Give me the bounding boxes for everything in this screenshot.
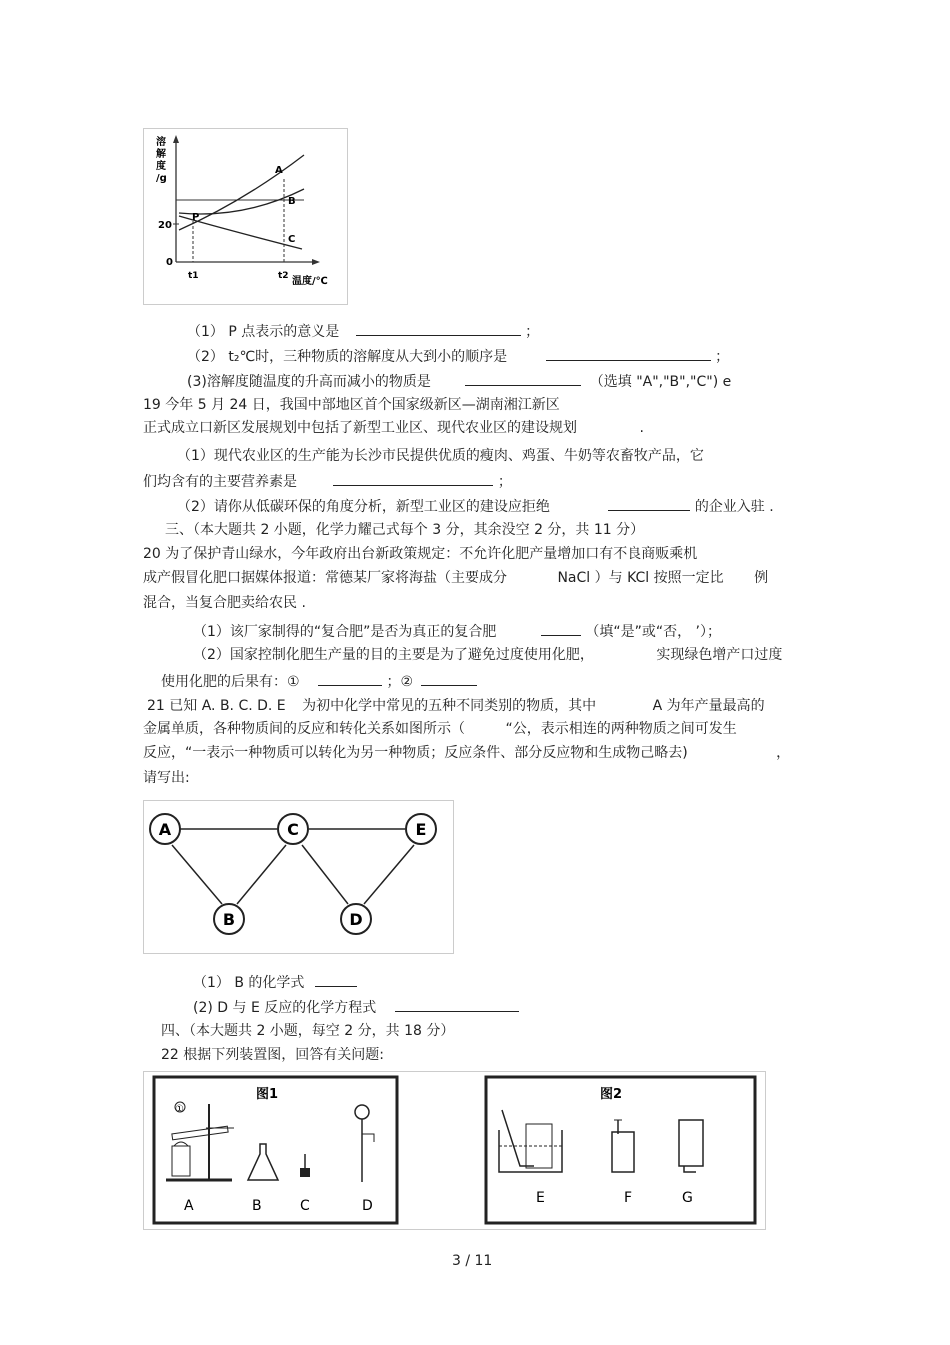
node-e xyxy=(406,814,436,844)
apparatus-c xyxy=(300,1154,310,1177)
q20-line3: 混合，当复合肥卖给农民 . xyxy=(143,595,306,611)
q20-line2-b: NaCl ）与 KCl 按照一定比 xyxy=(557,570,724,586)
section-4-heading: 四、（本大题共 2 小题，每空 2 分，共 18 分） xyxy=(161,1023,455,1039)
q21-line2-a: 金属单质，各种物质间的反应和转化关系如图所示（ xyxy=(143,721,465,737)
node-b xyxy=(214,904,244,934)
reaction-network-figure xyxy=(143,800,454,954)
q19-part1-cont-end: ； xyxy=(497,474,512,490)
q21-part2 xyxy=(193,997,519,1017)
q21-part1 xyxy=(193,972,357,992)
answer-blank-consequence-2[interactable] xyxy=(421,671,477,686)
answer-blank-reject[interactable] xyxy=(608,496,690,511)
apparatus-f xyxy=(612,1120,634,1172)
q19-line2-end: . xyxy=(639,420,644,436)
q19-part2-end: 的企业入驻 . xyxy=(694,499,774,515)
label-d: D xyxy=(362,1198,373,1214)
answer-blank-d-e-equation[interactable] xyxy=(395,997,519,1012)
curve-label-c: C xyxy=(288,234,296,245)
node-d xyxy=(341,904,371,934)
q19-line2 xyxy=(143,419,644,437)
x-tick-t2: t2 xyxy=(278,271,289,281)
x-tick-t1: t1 xyxy=(188,271,199,281)
q18-part1 xyxy=(187,321,539,341)
q20-part2-b: 实现绿色增产口过度 xyxy=(656,647,783,663)
apparatus-d xyxy=(355,1105,374,1182)
q18-part3-end: （选填 "A","B","C") e xyxy=(589,374,732,390)
edge-b-c xyxy=(237,845,286,904)
apparatus-a xyxy=(166,1102,234,1180)
node-d-label: D xyxy=(349,910,363,929)
q18-part1-text: （1） P 点表示的意义是 xyxy=(187,324,340,340)
answer-blank-decreasing[interactable] xyxy=(465,371,581,386)
q19-line2-text: 正式成立口新区发展规划中包括了新型工业区、现代农业区的建设规划 xyxy=(143,420,577,436)
q18-part3-text: (3)溶解度随温度的升高而减小的物质是 xyxy=(187,374,431,390)
panel-2-title: 图2 xyxy=(600,1087,623,1102)
answer-blank-fertilizer[interactable] xyxy=(541,621,581,636)
label-a: A xyxy=(184,1198,194,1214)
label-g: G xyxy=(682,1190,693,1206)
q18-part3 xyxy=(187,371,731,391)
q19-part2-text: （2）请你从低碳环保的角度分析，新型工业区的建设应拒绝 xyxy=(177,499,550,515)
x-axis-arrow xyxy=(312,259,320,265)
y-axis-label-2: 解 xyxy=(156,149,166,160)
apparatus-e xyxy=(499,1110,562,1172)
node-b-label: B xyxy=(222,910,236,929)
solubility-chart xyxy=(144,129,347,304)
curve-label-b: B xyxy=(288,196,296,207)
q19-part1: （1）现代农业区的生产能为长沙市民提供优质的瘦肉、鸡蛋、牛奶等农畜牧产品，它 xyxy=(177,448,704,464)
section-3-heading: 三、（本大题共 2 小题，化学力耀己式每个 3 分，其余没空 2 分，共 11 分） xyxy=(165,522,645,538)
label-f: F xyxy=(624,1190,633,1206)
q21-line1-a: 21 已知 A. B. C. D. E xyxy=(147,698,286,714)
y-axis-label-4: /g xyxy=(156,173,167,184)
q21-line3-a: 反应，“一表示一种物质可以转化为另一种物质；反应条件、部分反应物和生成物己略去) xyxy=(143,745,688,761)
label-e: E xyxy=(536,1190,545,1206)
node-a xyxy=(150,814,180,844)
q20-part1-text: （1）该厂家制得的“复合肥”是否为真正的复合肥 xyxy=(193,624,497,640)
answer-blank-nutrient[interactable] xyxy=(333,471,493,486)
q20-part1-end: （填“是”或“否， ’）； xyxy=(585,624,721,640)
x-axis-label: 温度/℃ xyxy=(292,276,328,287)
node-a-label: A xyxy=(158,820,172,839)
reaction-network xyxy=(144,801,453,953)
q19-part1-cont-text: 们均含有的主要营养素是 xyxy=(143,474,297,490)
y-axis-label-1: 溶 xyxy=(156,137,166,148)
q20-line2-c: 例 xyxy=(754,570,769,586)
y-axis-arrow xyxy=(173,135,179,143)
answer-blank-order[interactable] xyxy=(546,346,711,361)
q20-part2-cont-text: 使用化肥的后果有：① xyxy=(161,674,300,690)
page-number: 3 / 11 xyxy=(452,1253,493,1269)
q20-part2-cont xyxy=(161,671,477,691)
apparatus-b xyxy=(248,1144,278,1180)
q19-part2 xyxy=(177,496,774,516)
solubility-chart-figure xyxy=(143,128,348,305)
q19-part1-cont xyxy=(143,471,512,491)
node-c-label: C xyxy=(287,820,299,839)
answer-blank-p-meaning[interactable] xyxy=(356,321,521,336)
answer-blank-consequence-1[interactable] xyxy=(318,671,382,686)
y-tick-20: 20 xyxy=(158,220,172,231)
origin-label: 0 xyxy=(166,257,173,268)
q21-line3 xyxy=(143,744,790,762)
q20-line1: 20 为了保护青山绿水，今年政府出台新政策规定：不允许化肥产量增加口有不良商贩乘机 xyxy=(143,546,698,562)
edge-c-d xyxy=(302,845,348,904)
node-e-label: E xyxy=(415,820,427,839)
point-label-p: P xyxy=(192,212,200,223)
edge-d-e xyxy=(364,845,414,904)
edge-a-b xyxy=(172,845,222,904)
curve-b xyxy=(179,189,304,214)
q21-line3-b: ， xyxy=(776,745,791,761)
q18-part2-text: （2） t₂℃时，三种物质的溶解度从大到小的顺序是 xyxy=(187,349,508,365)
q21-line1 xyxy=(147,697,765,715)
q18-part2-end: ； xyxy=(715,349,730,365)
circled-marker: ① xyxy=(175,1104,184,1115)
q21-line1-c: A 为年产量最高的 xyxy=(652,698,765,714)
q20-part2-cont-mid: ；② xyxy=(386,674,414,690)
q21-line1-b: 为初中化学中常见的五种不同类别的物质，其中 xyxy=(302,698,597,714)
q18-part2 xyxy=(187,346,729,366)
q21-part1-text: （1） B 的化学式 xyxy=(193,975,305,991)
q20-part1 xyxy=(193,621,721,641)
q20-line2-a: 成产假冒化肥口据媒体报道：常德某厂家将海盐（主要成分 xyxy=(143,570,507,586)
q20-line2 xyxy=(143,569,768,587)
q20-part2 xyxy=(193,646,782,664)
q18-part1-end: ； xyxy=(525,324,540,340)
q21-line2 xyxy=(143,720,737,738)
q21-line4: 请写出: xyxy=(143,770,190,786)
q22-line1: 22 根据下列装置图，回答有关问题: xyxy=(161,1047,384,1063)
label-c: C xyxy=(300,1198,310,1214)
answer-blank-b-formula[interactable] xyxy=(315,972,357,987)
label-b: B xyxy=(252,1198,262,1214)
apparatus-drawing xyxy=(144,1072,765,1229)
apparatus-g xyxy=(679,1120,703,1172)
panel-1-title: 图1 xyxy=(256,1087,279,1102)
q21-line2-b: “公，表示相连的两种物质之间可发生 xyxy=(505,721,737,737)
q19-line1: 19 今年 5 月 24 日，我国中部地区首个国家级新区—湖南湘江新区 xyxy=(143,397,560,413)
q20-part2-a: （2）国家控制化肥生产量的目的主要是为了避免过度使用化肥， xyxy=(193,647,594,663)
node-c xyxy=(278,814,308,844)
curve-label-a: A xyxy=(275,165,283,176)
q21-part2-text: (2) D 与 E 反应的化学方程式 xyxy=(193,1000,377,1016)
y-axis-label-3: 度 xyxy=(156,161,166,172)
apparatus-figure xyxy=(143,1071,766,1230)
